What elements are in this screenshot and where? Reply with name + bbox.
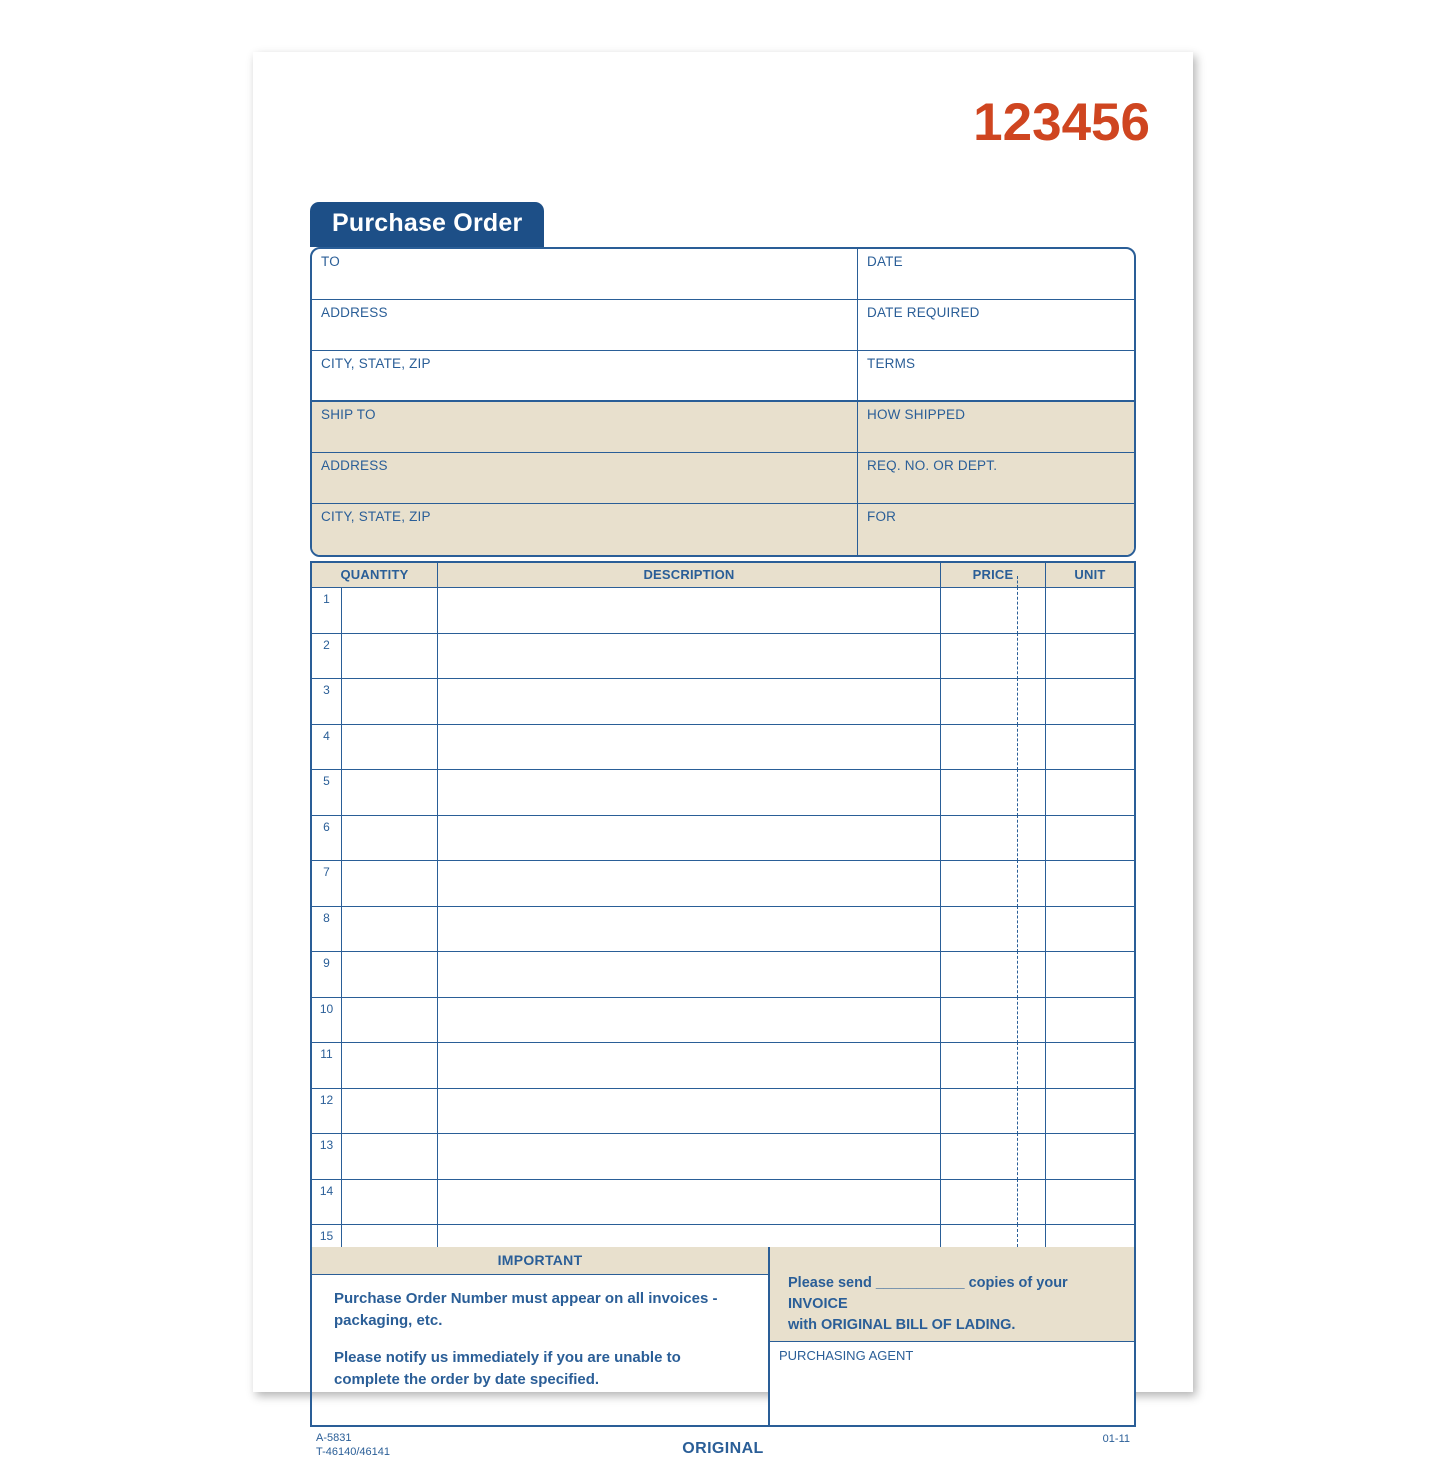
page-title: Purchase Order xyxy=(310,202,544,247)
field-date-required[interactable] xyxy=(858,300,1134,350)
field-address-label: ADDRESS xyxy=(321,305,388,320)
cell-unit[interactable] xyxy=(1046,1043,1134,1088)
table-row xyxy=(312,1089,1134,1135)
table-row xyxy=(312,725,1134,771)
items-table-header xyxy=(312,563,1134,588)
cell-price[interactable] xyxy=(941,634,1046,679)
table-row xyxy=(312,1180,1134,1226)
field-how-shipped[interactable] xyxy=(858,402,1134,452)
cell-quantity[interactable] xyxy=(342,1134,438,1179)
field-ship-address[interactable] xyxy=(312,453,858,503)
field-for[interactable] xyxy=(858,504,1134,555)
copy-label: ORIGINAL xyxy=(682,1440,764,1457)
cell-description[interactable] xyxy=(438,588,941,633)
field-req-no-dept[interactable] xyxy=(858,453,1134,503)
row-number: 2 xyxy=(312,634,342,679)
table-row xyxy=(312,634,1134,680)
cell-description[interactable] xyxy=(438,861,941,906)
header-row-address-daterequired xyxy=(312,300,1134,351)
row-number: 8 xyxy=(312,907,342,952)
field-to[interactable] xyxy=(312,249,858,299)
cell-quantity[interactable] xyxy=(342,952,438,997)
header-row-shipto-howshipped xyxy=(312,402,1134,453)
cell-description[interactable] xyxy=(438,998,941,1043)
cell-unit[interactable] xyxy=(1046,1134,1134,1179)
form-code-line-2: T-46140/46141 xyxy=(316,1446,391,1458)
table-row xyxy=(312,1043,1134,1089)
cell-price[interactable] xyxy=(941,1089,1046,1134)
field-ship-to[interactable] xyxy=(312,402,858,452)
footer-block xyxy=(310,1247,1136,1427)
cell-quantity[interactable] xyxy=(342,679,438,724)
cell-price[interactable] xyxy=(941,952,1046,997)
field-purchasing-agent[interactable] xyxy=(770,1342,1134,1425)
row-number: 12 xyxy=(312,1089,342,1134)
cell-price[interactable] xyxy=(941,725,1046,770)
form-code-line-1: A-5831 xyxy=(316,1432,352,1444)
table-row xyxy=(312,588,1134,634)
cell-price[interactable] xyxy=(941,588,1046,633)
field-to-label: TO xyxy=(321,254,340,269)
table-row xyxy=(312,907,1134,953)
row-number: 11 xyxy=(312,1043,342,1088)
field-city-state-zip[interactable] xyxy=(312,351,858,400)
field-ship-to-label: SHIP TO xyxy=(321,407,376,422)
cell-description[interactable] xyxy=(438,634,941,679)
cell-price[interactable] xyxy=(941,1043,1046,1088)
cell-unit[interactable] xyxy=(1046,1180,1134,1225)
cell-unit[interactable] xyxy=(1046,588,1134,633)
header-row-city-terms xyxy=(312,351,1134,402)
cell-description[interactable] xyxy=(438,907,941,952)
cell-description[interactable] xyxy=(438,816,941,861)
important-body xyxy=(312,1275,768,1391)
cell-quantity[interactable] xyxy=(342,1089,438,1134)
header-row-address2-req xyxy=(312,453,1134,504)
header-row-to-date xyxy=(312,249,1134,300)
cell-quantity[interactable] xyxy=(342,770,438,815)
row-number: 4 xyxy=(312,725,342,770)
cell-price[interactable] xyxy=(941,816,1046,861)
cell-description[interactable] xyxy=(438,1089,941,1134)
cell-price[interactable] xyxy=(941,770,1046,815)
cell-description[interactable] xyxy=(438,1043,941,1088)
cell-description[interactable] xyxy=(438,952,941,997)
items-table xyxy=(310,561,1136,1273)
table-row xyxy=(312,998,1134,1044)
cell-quantity[interactable] xyxy=(342,998,438,1043)
field-ship-address-label: ADDRESS xyxy=(321,458,388,473)
column-header-description: DESCRIPTION xyxy=(438,563,941,587)
table-row xyxy=(312,679,1134,725)
field-for-label: FOR xyxy=(867,509,897,524)
important-paragraph-1: Purchase Order Number must appear on all invoices - packaging, etc. xyxy=(334,1290,718,1329)
cell-description[interactable] xyxy=(438,1180,941,1225)
field-how-shipped-label: HOW SHIPPED xyxy=(867,407,966,422)
row-number: 14 xyxy=(312,1180,342,1225)
cell-quantity[interactable] xyxy=(342,907,438,952)
row-number: 6 xyxy=(312,816,342,861)
cell-quantity[interactable] xyxy=(342,588,438,633)
table-row xyxy=(312,816,1134,862)
field-ship-city-state-zip[interactable] xyxy=(312,504,858,555)
cell-description[interactable] xyxy=(438,770,941,815)
cell-unit[interactable] xyxy=(1046,634,1134,679)
field-terms[interactable] xyxy=(858,351,1134,400)
cell-unit[interactable] xyxy=(1046,861,1134,906)
cell-quantity[interactable] xyxy=(342,1043,438,1088)
cell-unit[interactable] xyxy=(1046,816,1134,861)
cell-quantity[interactable] xyxy=(342,634,438,679)
cell-description[interactable] xyxy=(438,725,941,770)
table-row xyxy=(312,861,1134,907)
field-date-required-label: DATE REQUIRED xyxy=(867,305,980,320)
cell-unit[interactable] xyxy=(1046,679,1134,724)
row-number: 13 xyxy=(312,1134,342,1179)
column-header-quantity: QUANTITY xyxy=(312,563,438,587)
cell-unit[interactable] xyxy=(1046,952,1134,997)
cell-quantity[interactable] xyxy=(342,1180,438,1225)
table-row xyxy=(312,952,1134,998)
row-number: 5 xyxy=(312,770,342,815)
cell-quantity[interactable] xyxy=(342,861,438,906)
field-address[interactable] xyxy=(312,300,858,350)
field-date-label: DATE xyxy=(867,254,903,269)
field-date[interactable] xyxy=(858,249,1134,299)
serial-number: 123456 xyxy=(973,93,1150,152)
send-copies-line-2: with ORIGINAL BILL OF LADING. xyxy=(788,1317,1016,1333)
field-terms-label: TERMS xyxy=(867,356,916,371)
cell-unit[interactable] xyxy=(1046,770,1134,815)
field-req-no-dept-label: REQ. NO. OR DEPT. xyxy=(867,458,998,473)
cell-quantity[interactable] xyxy=(342,725,438,770)
cell-price[interactable] xyxy=(941,1180,1046,1225)
cell-unit[interactable] xyxy=(1046,1089,1134,1134)
table-row xyxy=(312,770,1134,816)
row-number: 10 xyxy=(312,998,342,1043)
revision-code: 01-11 xyxy=(1102,1433,1130,1445)
send-copies-line-1: Please send ___________ copies of your INVOICE xyxy=(788,1275,1068,1312)
cell-price[interactable] xyxy=(941,679,1046,724)
cell-price[interactable] xyxy=(941,1134,1046,1179)
table-row xyxy=(312,1134,1134,1180)
important-section xyxy=(312,1247,770,1425)
invoice-instructions-section xyxy=(770,1247,1134,1425)
important-paragraph-2: Please notify us immediately if you are unable to complete the order by date specified. xyxy=(334,1349,681,1388)
form-footer-codes xyxy=(310,1431,1136,1465)
header-row-city2-for xyxy=(312,504,1134,555)
cell-unit[interactable] xyxy=(1046,725,1134,770)
cell-price[interactable] xyxy=(941,998,1046,1043)
field-ship-city-state-zip-label: CITY, STATE, ZIP xyxy=(321,509,431,524)
cell-price[interactable] xyxy=(941,861,1046,906)
row-number: 7 xyxy=(312,861,342,906)
header-block xyxy=(310,247,1136,557)
row-number: 1 xyxy=(312,588,342,633)
field-purchasing-agent-label: PURCHASING AGENT xyxy=(779,1348,914,1363)
row-number: 3 xyxy=(312,679,342,724)
cell-description[interactable] xyxy=(438,679,941,724)
cell-unit[interactable] xyxy=(1046,907,1134,952)
cell-description[interactable] xyxy=(438,1134,941,1179)
cell-quantity[interactable] xyxy=(342,816,438,861)
column-header-unit: UNIT xyxy=(1074,567,1106,582)
form-sheet xyxy=(253,52,1193,1458)
cell-unit[interactable] xyxy=(1046,998,1134,1043)
row-number: 15 xyxy=(312,1225,342,1271)
send-copies-note xyxy=(770,1247,1134,1342)
important-heading: IMPORTANT xyxy=(312,1247,768,1275)
cell-price[interactable] xyxy=(941,907,1046,952)
row-number: 9 xyxy=(312,952,342,997)
field-city-state-zip-label: CITY, STATE, ZIP xyxy=(321,356,431,371)
column-header-price: PRICE xyxy=(941,563,1046,587)
